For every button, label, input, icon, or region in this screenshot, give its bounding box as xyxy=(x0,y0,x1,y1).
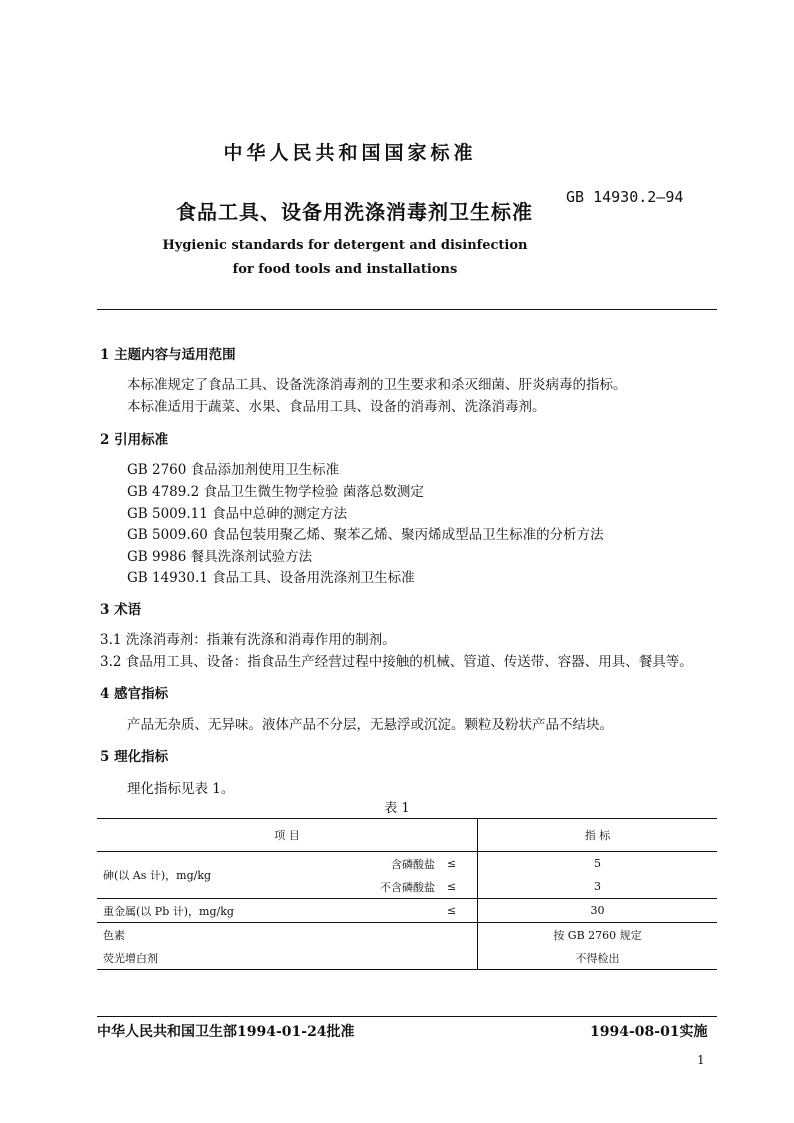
row-value: 按 GB 2760 规定 xyxy=(553,928,642,942)
row-item: 色素 xyxy=(103,928,125,942)
row-item: 重金属(以 Pb 计)，mg/kg xyxy=(97,899,259,923)
row-value: 3 xyxy=(478,875,718,899)
page-number: 1 xyxy=(697,1053,705,1067)
section-5-para: 理化指标见表 1。 xyxy=(127,781,235,797)
reference-item: GB 5009.60 食品包装用聚乙烯、聚苯乙烯、聚丙烯成型品卫生标准的分析方法 xyxy=(127,527,604,543)
document-title-zh: 食品工具、设备用洗涤消毒剂卫生标准 xyxy=(176,200,533,224)
section-2-heading: 2 引用标准 xyxy=(100,432,169,448)
section-4-para: 产品无杂质、无异味。液体产品不分层，无悬浮或沉淀。颗粒及粉状产品不结块。 xyxy=(127,717,613,733)
approval-line: 中华人民共和国卫生部1994-01-24批准 xyxy=(97,1024,355,1040)
national-standard-heading: 中华人民共和国国家标准 xyxy=(223,142,477,164)
table-row xyxy=(97,852,717,876)
reference-item: GB 14930.1 食品工具、设备用洗涤剂卫生标准 xyxy=(127,570,415,586)
row-operator xyxy=(441,946,478,970)
section-5-heading: 5 理化指标 xyxy=(100,749,169,765)
row-value: 不得检出 xyxy=(478,946,718,970)
implementation-date: 1994-08-01实施 xyxy=(590,1024,708,1040)
reference-item: GB 9986 餐具洗涤剂试验方法 xyxy=(127,549,313,565)
reference-item: GB 4789.2 食品卫生微生物学检验 菌落总数测定 xyxy=(127,484,424,500)
reference-item: GB 5009.11 食品中总砷的测定方法 xyxy=(127,506,348,522)
row-operator: ≤ xyxy=(441,899,478,923)
table-row xyxy=(97,923,717,947)
header-item: 项 目 xyxy=(97,819,478,852)
row-item: 砷(以 As 计)，mg/kg xyxy=(97,852,259,899)
section-3-heading: 3 术语 xyxy=(100,602,142,618)
term-3-1: 3.1 洗涤消毒剂：指兼有洗涤和消毒作用的制剂。 xyxy=(100,632,396,648)
term-3-2: 3.2 食品用工具、设备：指食品生产经营过程中接触的机械、管道、传送带、容器、用具、餐具等。 xyxy=(100,654,693,670)
table-row xyxy=(97,946,717,970)
row-condition xyxy=(259,923,441,947)
row-condition: 含磷酸盐 xyxy=(391,857,435,871)
header-value: 指 标 xyxy=(478,819,718,852)
bottom-rule xyxy=(97,1016,717,1017)
table-row xyxy=(97,899,717,923)
section-1-para-2: 本标准适用于蔬菜、水果、食品用工具、设备的消毒剂、洗涤消毒剂。 xyxy=(127,399,546,415)
title-en-line2: for food tools and installations xyxy=(232,262,458,277)
reference-item: GB 2760 食品添加剂使用卫生标准 xyxy=(127,462,340,478)
row-operator: ≤ xyxy=(441,852,478,876)
row-operator xyxy=(441,923,478,947)
row-value: 30 xyxy=(478,899,718,923)
row-item: 荧光增白剂 xyxy=(97,946,259,970)
row-condition: 不含磷酸盐 xyxy=(259,875,441,899)
table-caption: 表 1 xyxy=(384,801,410,816)
table-1 xyxy=(97,818,717,970)
row-operator: ≤ xyxy=(441,875,478,899)
section-4-heading: 4 感官指标 xyxy=(100,686,169,702)
row-condition xyxy=(259,946,441,970)
top-rule xyxy=(97,309,717,310)
row-value: 5 xyxy=(594,857,601,870)
section-1-para-1: 本标准规定了食品工具、设备洗涤消毒剂的卫生要求和杀灭细菌、肝炎病毒的指标。 xyxy=(127,377,627,393)
row-condition xyxy=(259,899,441,923)
standard-code: GB 14930.2—94 xyxy=(566,188,684,206)
title-en-line1: Hygienic standards for detergent and disinfection xyxy=(162,238,528,253)
table-header-row xyxy=(97,819,717,852)
document-title-en xyxy=(0,234,690,282)
section-1-heading: 1 主题内容与适用范围 xyxy=(100,347,236,363)
